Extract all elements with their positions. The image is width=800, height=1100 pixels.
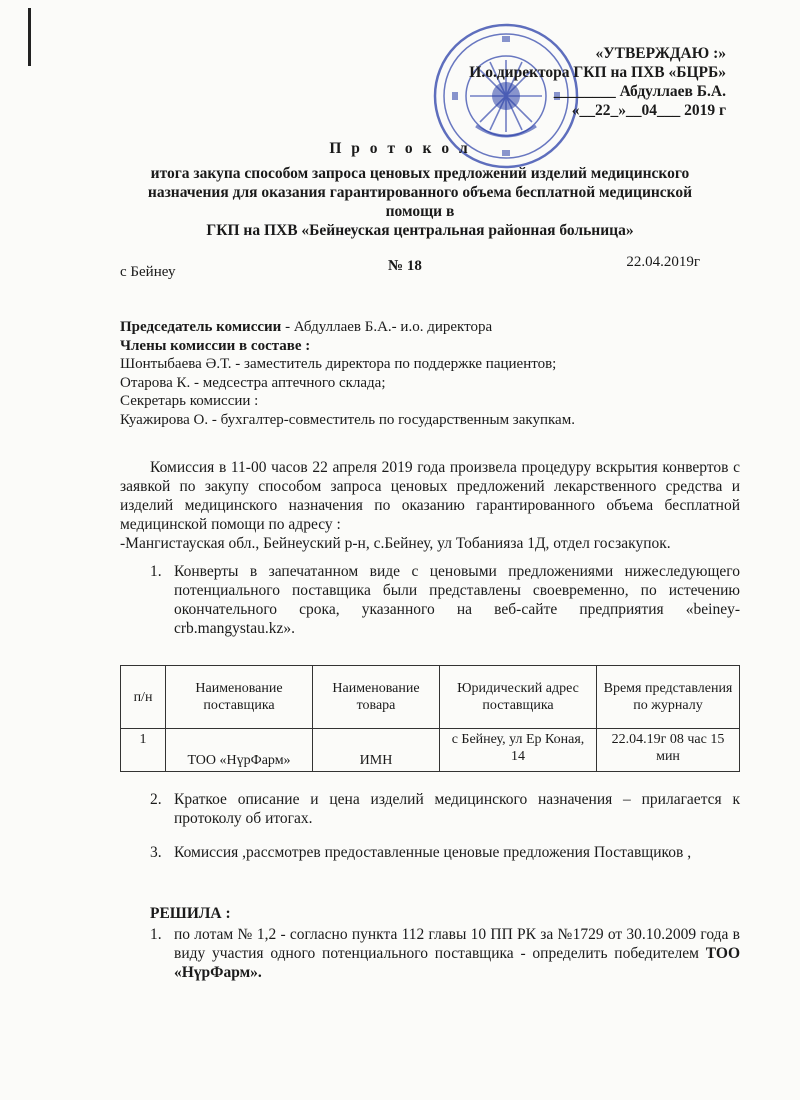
- table-cell: с Бейнеу, ул Ер Коная, 14: [440, 729, 597, 772]
- col-header: Юридический адрес поставщика: [440, 666, 597, 729]
- address-text: -Мангистауская обл., Бейнеуский р-н, с.Бейнеу, ул Тобанияза 1Д, отдел госзакупок.: [120, 535, 671, 552]
- document-subject: [120, 164, 720, 240]
- decision-heading: РЕШИЛА :: [150, 905, 231, 922]
- list-item: [150, 925, 740, 982]
- subject-line-2: назначения для оказания гарантированного объема бесплатной медицинской: [147, 184, 693, 201]
- subject-line-3: помощи в: [385, 203, 455, 220]
- document-number: № 18: [388, 258, 422, 274]
- members-label: Члены комиссии в составе :: [120, 337, 311, 354]
- table-cell: 1: [121, 729, 166, 772]
- chair-label: Председатель комиссии: [120, 319, 282, 335]
- approval-line-3: ________ Абдуллаев Б.А.: [553, 83, 726, 100]
- approval-line-1: «УТВЕРЖДАЮ :»: [595, 45, 726, 62]
- decision-text: по лотам № 1,2 - согласно пункта 112 главы 10 ПП РК за №1729 от 30.10.2009 года в виду участия одного потенциального поставщика - определить победителем: [174, 926, 740, 962]
- document-title: П р о т о к о л: [329, 140, 471, 157]
- subject-line-1: итога закупа способом запроса ценовых предложений изделий медицинского: [150, 165, 690, 182]
- approval-line-4: «__22_»__04___ 2019 г: [571, 102, 726, 119]
- committee-member: Отарова К. - медсестра аптечного склада;: [120, 374, 386, 391]
- list-text: [174, 925, 740, 982]
- committee-member: Шонтыбаева Ә.Т. - заместитель директора по поддержке пациентов;: [120, 356, 557, 372]
- committee-chair: [120, 318, 575, 337]
- list-number: 3.: [150, 844, 162, 861]
- document-place: с Бейнеу: [120, 264, 176, 280]
- col-header: п/н: [121, 666, 166, 729]
- subject-line-4: ГКП на ПХВ «Бейнеуская центральная районная больница»: [206, 222, 634, 239]
- col-header: Наименование товара: [313, 666, 440, 729]
- list-item: [150, 790, 740, 828]
- list-item: [150, 562, 740, 638]
- secretary-label: Секретарь комиссии :: [120, 393, 259, 409]
- col-header: Время представления по журналу: [597, 666, 740, 729]
- document-date: 22.04.2019г: [626, 254, 700, 270]
- opening-paragraph: [120, 458, 740, 553]
- winner-name: ТОО «НүрФарм».: [174, 945, 740, 981]
- list-number: 2.: [150, 791, 162, 808]
- table-cell: ТОО «НүрФарм»: [166, 729, 313, 772]
- decision-list: [150, 925, 740, 982]
- table-row: [121, 729, 740, 772]
- committee-block: [120, 318, 575, 429]
- scan-mark: [28, 8, 31, 66]
- paragraph-text: Комиссия в 11-00 часов 22 апреля 2019 года произвела процедуру вскрытия конвертов с заявкой по закупу способом запроса ценовых предложений лекарственного средства и изделий медицинского назначения по оказанию гарантированного объема бесплатной медицинской помощи по адресу :: [120, 459, 740, 533]
- list-text: Конверты в запечатанном виде с ценовыми предложениями нижеследующего потенциального поставщика были представлены своевременно, по истечению окончательного срока, указанного на веб-сайте предприятия «beiney-crb.mangystau.kz».: [174, 563, 740, 637]
- table-cell: ИМН: [313, 729, 440, 772]
- list-item: [150, 843, 740, 862]
- table-header-row: [121, 666, 740, 729]
- approval-line-2: И.о.директора ГКП на ПХВ «БЦРБ»: [469, 64, 726, 81]
- numbered-list-1: [150, 562, 740, 638]
- list-text: Краткое описание и цена изделий медицинского назначения – прилагается к протоколу об итогах.: [174, 791, 740, 827]
- list-text: Комиссия ,рассмотрев предоставленные ценовые предложения Поставщиков ,: [174, 844, 692, 861]
- table-cell: 22.04.19г 08 час 15 мин: [597, 729, 740, 772]
- list-number: 1.: [150, 926, 162, 943]
- approval-block: [469, 44, 726, 120]
- supplier-table: [120, 665, 740, 772]
- chair-value: - Абдуллаев Б.А.- и.о. директора: [285, 319, 493, 335]
- list-number: 1.: [150, 563, 162, 580]
- col-header: Наименование поставщика: [166, 666, 313, 729]
- numbered-list-2: [150, 790, 740, 877]
- committee-secretary: Куажирова О. - бухгалтер-совместитель по государственным закупкам.: [120, 411, 575, 428]
